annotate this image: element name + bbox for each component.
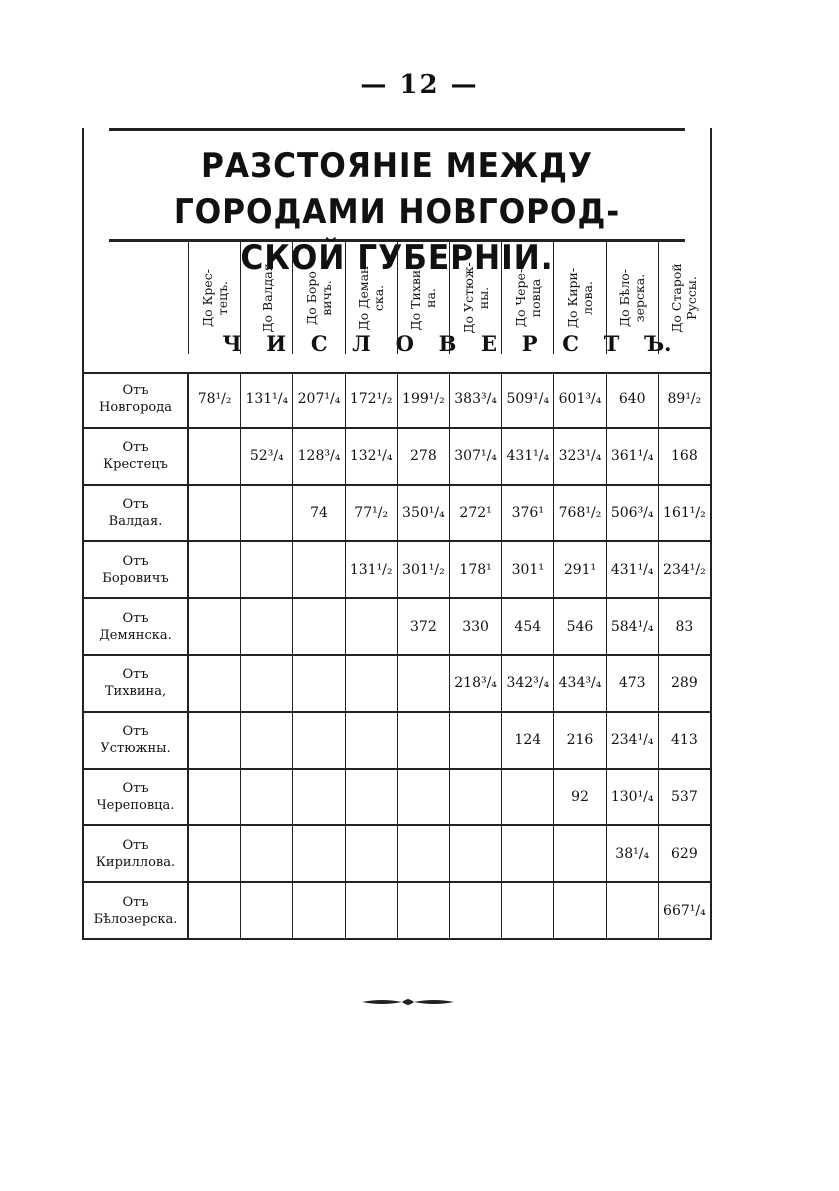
distance-cell: 383³/₄ <box>449 372 501 427</box>
row-label <box>84 599 188 654</box>
distance-cell: 74 <box>292 486 344 541</box>
column-header <box>240 242 292 354</box>
distance-cell: 38¹/₄ <box>606 826 658 881</box>
distance-cell: 168 <box>658 429 710 484</box>
distance-cell: 301¹/₂ <box>397 542 449 597</box>
column-header-line: До Кири- <box>564 267 580 329</box>
distance-cell: 509¹/₄ <box>501 372 553 427</box>
units-letter: Е <box>481 331 498 356</box>
row-label-line: Отъ <box>122 894 149 910</box>
distance-cell <box>188 542 240 597</box>
column-header-line: До Деман <box>356 265 372 331</box>
column-header <box>606 242 658 354</box>
column-header-row <box>84 242 710 374</box>
distance-cell: 234¹/₂ <box>658 542 710 597</box>
column-header-line: До Валдая <box>259 263 275 333</box>
column-header-line: зерска. <box>632 273 648 323</box>
distance-cell: 178¹ <box>449 542 501 597</box>
distance-cell <box>501 826 553 881</box>
column-header-text <box>351 243 391 353</box>
distance-cell <box>345 599 397 654</box>
row-label-line: Крестецъ <box>103 457 168 473</box>
distance-cell <box>240 486 292 541</box>
row-label <box>84 713 188 768</box>
distance-cell: 161¹/₂ <box>658 486 710 541</box>
row-label-line: Отъ <box>122 667 149 683</box>
column-header-line: До Чере- <box>512 268 528 328</box>
distance-cell <box>240 826 292 881</box>
distance-cell <box>292 713 344 768</box>
row-label <box>84 486 188 541</box>
distance-cell: 307¹/₄ <box>449 429 501 484</box>
units-letter: В <box>438 331 457 356</box>
row-label <box>84 429 188 484</box>
column-header-text <box>664 243 704 353</box>
column-header-line: До Крес- <box>199 269 215 327</box>
page-number: — 12 — <box>360 70 479 100</box>
distance-cell <box>345 713 397 768</box>
row-label-line: Отъ <box>122 610 149 626</box>
distance-cell <box>188 770 240 825</box>
distance-cell: 434³/₄ <box>553 656 605 711</box>
row-label-line: Бѣлозерска. <box>93 911 178 927</box>
column-header-line: вичъ. <box>318 280 334 316</box>
distance-cell <box>449 826 501 881</box>
distance-cell: 272¹ <box>449 486 501 541</box>
column-header <box>553 242 605 354</box>
row-label <box>84 826 188 881</box>
distance-cell: 199¹/₂ <box>397 372 449 427</box>
distance-cell: 413 <box>658 713 710 768</box>
row-label <box>84 542 188 597</box>
column-header-text <box>247 243 287 353</box>
column-header <box>345 242 397 354</box>
table-title <box>109 128 685 278</box>
column-header <box>397 242 449 354</box>
distance-cell: 291¹ <box>553 542 605 597</box>
distance-cell: 342³/₄ <box>501 656 553 711</box>
column-header-text <box>612 243 652 353</box>
distance-cell <box>240 656 292 711</box>
row-label-line: Отъ <box>122 496 149 512</box>
distance-cell <box>292 826 344 881</box>
distance-cell: 130¹/₄ <box>606 770 658 825</box>
table-row <box>84 542 710 599</box>
row-label-line: Кириллова. <box>95 854 176 870</box>
row-label-line: Отъ <box>122 837 149 853</box>
table-row <box>84 713 710 770</box>
row-label-line: Череповца. <box>96 797 175 813</box>
distance-cell: 629 <box>658 826 710 881</box>
distance-cell <box>188 429 240 484</box>
column-header-line: До Тихви- <box>408 265 424 331</box>
distance-cell <box>345 883 397 938</box>
distance-cell <box>345 826 397 881</box>
units-letter: С <box>562 331 580 356</box>
table-row <box>84 656 710 713</box>
distance-cell <box>292 599 344 654</box>
table-row <box>84 486 710 543</box>
distance-cell: 78¹/₂ <box>188 372 240 427</box>
distance-cell: 83 <box>658 599 710 654</box>
column-header-text <box>299 243 339 353</box>
units-letter: Ъ. <box>644 331 672 356</box>
distance-cell: 350¹/₄ <box>397 486 449 541</box>
column-header <box>188 242 240 354</box>
column-header <box>501 242 553 354</box>
column-header-line: До Боро <box>303 271 319 325</box>
distance-cell <box>397 770 449 825</box>
distance-cell <box>292 656 344 711</box>
distance-cell <box>397 656 449 711</box>
units-letter: Р <box>521 331 538 356</box>
distance-cell <box>240 599 292 654</box>
distance-cell <box>240 713 292 768</box>
table-row <box>84 372 710 429</box>
units-letter: С <box>310 331 328 356</box>
distance-cell: 431¹/₄ <box>606 542 658 597</box>
distance-cell <box>240 770 292 825</box>
distance-cell: 301¹ <box>501 542 553 597</box>
column-header-text <box>195 243 235 353</box>
row-label-line: Отъ <box>122 553 149 569</box>
distance-cell: 640 <box>606 372 658 427</box>
distance-cell: 454 <box>501 599 553 654</box>
distance-cell <box>397 826 449 881</box>
table-row <box>84 826 710 883</box>
distance-cell: 372 <box>397 599 449 654</box>
row-label <box>84 770 188 825</box>
table-row <box>84 770 710 827</box>
distance-cell: 234¹/₄ <box>606 713 658 768</box>
row-label-line: Устюжны. <box>100 741 171 757</box>
distance-cell <box>292 883 344 938</box>
distance-cell: 768¹/₂ <box>553 486 605 541</box>
distance-cell: 330 <box>449 599 501 654</box>
column-header <box>449 242 501 354</box>
units-letter: Ч <box>222 331 242 356</box>
row-label-line: Тихвина, <box>104 684 167 700</box>
row-label <box>84 656 188 711</box>
distance-table <box>82 128 712 940</box>
distance-cell <box>553 826 605 881</box>
column-header-line: ны. <box>475 286 491 310</box>
distance-cell <box>188 883 240 938</box>
distance-cell: 289 <box>658 656 710 711</box>
distance-cell: 546 <box>553 599 605 654</box>
title-line-2: СКОЙ ГУБЕРНІИ. <box>240 238 554 278</box>
distance-cell: 218³/₄ <box>449 656 501 711</box>
row-label-line: Отъ <box>122 780 149 796</box>
title-line-1: РАЗСТОЯНІЕ МЕЖДУ ГОРОДАМИ НОВГОРОД- <box>173 146 621 232</box>
distance-cell <box>553 883 605 938</box>
distance-cell <box>397 883 449 938</box>
distance-cell <box>292 542 344 597</box>
units-letter: Л <box>352 331 371 356</box>
row-label-line: Боровичъ <box>102 570 169 586</box>
distance-cell: 172¹/₂ <box>345 372 397 427</box>
distance-cell <box>292 770 344 825</box>
units-letter: Т <box>603 331 620 356</box>
distance-cell <box>188 486 240 541</box>
row-label-line: Валдая. <box>108 513 163 529</box>
distance-cell: 278 <box>397 429 449 484</box>
column-header-line: До Старой <box>669 263 685 333</box>
distance-cell <box>501 770 553 825</box>
table-row <box>84 883 710 940</box>
column-header-text <box>508 243 548 353</box>
distance-cell: 132¹/₄ <box>345 429 397 484</box>
distance-cell <box>449 770 501 825</box>
distance-cell: 601³/₄ <box>553 372 605 427</box>
distance-cell: 376¹ <box>501 486 553 541</box>
distance-cell: 92 <box>553 770 605 825</box>
units-letter: О <box>395 331 414 356</box>
column-header-line: лова. <box>579 281 595 315</box>
end-ornament-icon <box>362 997 454 1007</box>
distance-cell: 431¹/₄ <box>501 429 553 484</box>
distance-cell <box>240 883 292 938</box>
row-label <box>84 372 188 427</box>
distance-cell <box>501 883 553 938</box>
column-header-line: тецъ. <box>214 280 230 316</box>
column-header <box>658 242 710 354</box>
distance-cell: 473 <box>606 656 658 711</box>
distance-cell <box>449 883 501 938</box>
distance-cell: 216 <box>553 713 605 768</box>
row-label-line: Новгорода <box>98 400 173 416</box>
table-row <box>84 599 710 656</box>
distance-cell <box>188 656 240 711</box>
row-label-line: Демянска. <box>99 627 172 643</box>
distance-cell <box>345 656 397 711</box>
distance-cell: 131¹/₄ <box>240 372 292 427</box>
distance-cell: 131¹/₂ <box>345 542 397 597</box>
distance-cell <box>449 713 501 768</box>
column-header-line: До Бѣло- <box>617 268 633 328</box>
column-header-text <box>560 243 600 353</box>
distance-cell <box>188 599 240 654</box>
row-label-line: Отъ <box>122 724 149 740</box>
distance-cell: 361¹/₄ <box>606 429 658 484</box>
table-row <box>84 429 710 486</box>
row-label <box>84 883 188 938</box>
distance-cell: 506³/₄ <box>606 486 658 541</box>
distance-cell: 667¹/₄ <box>658 883 710 938</box>
distance-cell: 323¹/₄ <box>553 429 605 484</box>
distance-cell: 124 <box>501 713 553 768</box>
row-label-line: Отъ <box>122 383 149 399</box>
distance-cell <box>240 542 292 597</box>
distance-cell: 537 <box>658 770 710 825</box>
column-header-line: повца <box>527 278 543 318</box>
distance-cell: 52³/₄ <box>240 429 292 484</box>
column-header-text <box>403 243 443 353</box>
column-header-line: Руссы. <box>684 276 700 320</box>
distance-cell <box>606 883 658 938</box>
distance-cell <box>397 713 449 768</box>
units-letter: И <box>266 331 287 356</box>
distance-cell: 89¹/₂ <box>658 372 710 427</box>
column-header-line: ска. <box>371 284 387 312</box>
distance-cell: 77¹/₂ <box>345 486 397 541</box>
distance-cell: 584¹/₄ <box>606 599 658 654</box>
distance-cell <box>345 770 397 825</box>
column-header-text <box>456 243 496 353</box>
column-header-line: на. <box>423 288 439 308</box>
distance-cell <box>188 713 240 768</box>
distance-cell <box>188 826 240 881</box>
row-label-line: Отъ <box>122 440 149 456</box>
distance-cell: 207¹/₄ <box>292 372 344 427</box>
column-header-line: До Устюж- <box>460 262 476 334</box>
column-header <box>292 242 344 354</box>
distance-cell: 128³/₄ <box>292 429 344 484</box>
